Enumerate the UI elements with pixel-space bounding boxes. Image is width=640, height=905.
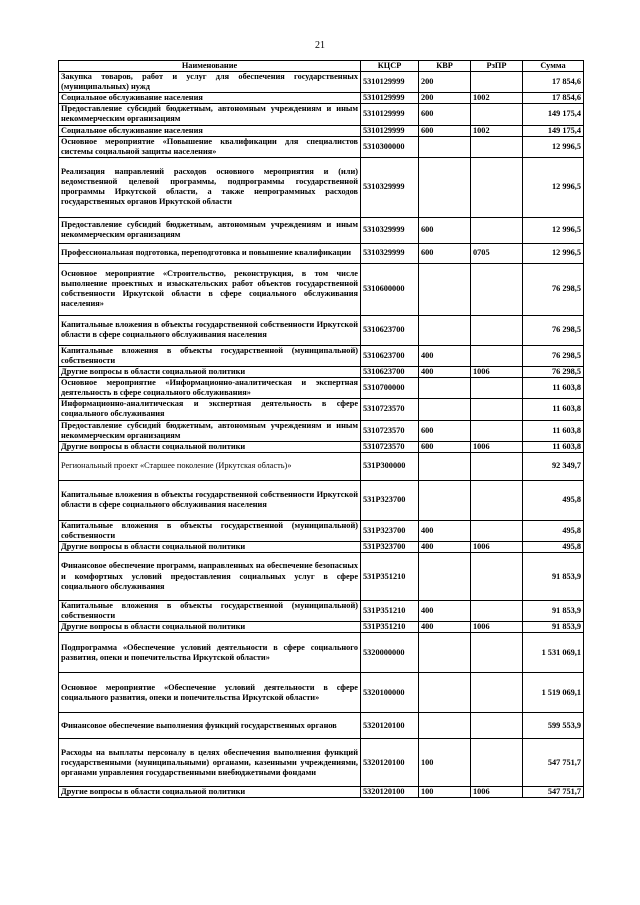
table-row bbox=[59, 633, 584, 673]
table-row bbox=[59, 673, 584, 713]
row-rzpr bbox=[471, 601, 523, 622]
table-row bbox=[59, 553, 584, 601]
row-rzpr: 1002 bbox=[471, 93, 523, 104]
row-rzpr bbox=[471, 157, 523, 217]
header-rzpr: РзПР bbox=[471, 61, 523, 72]
row-code: 5310623700 bbox=[361, 367, 419, 378]
row-kvr bbox=[419, 673, 471, 713]
row-code: 5310129999 bbox=[361, 104, 419, 125]
row-sum: 12 996,5 bbox=[523, 243, 584, 263]
row-code: 5310300000 bbox=[361, 136, 419, 157]
row-rzpr bbox=[471, 673, 523, 713]
row-rzpr bbox=[471, 345, 523, 366]
table-row bbox=[59, 263, 584, 315]
row-code: 5320100000 bbox=[361, 673, 419, 713]
row-sum: 11 603,8 bbox=[523, 399, 584, 420]
row-sum: 495,8 bbox=[523, 480, 584, 520]
row-name: Предоставление субсидий бюджетным, автономным учреждениям и иным некоммерческим организациям bbox=[59, 420, 361, 441]
row-code: 5310329999 bbox=[361, 217, 419, 243]
table-header-row bbox=[59, 61, 584, 72]
row-sum: 11 603,8 bbox=[523, 420, 584, 441]
row-kvr: 600 bbox=[419, 217, 471, 243]
row-sum: 12 996,5 bbox=[523, 136, 584, 157]
row-name: Закупка товаров, работ и услуг для обеспечения государственных (муниципальных) нужд bbox=[59, 72, 361, 93]
row-kvr bbox=[419, 553, 471, 601]
table-row bbox=[59, 104, 584, 125]
row-rzpr bbox=[471, 739, 523, 787]
table-row bbox=[59, 420, 584, 441]
row-kvr: 600 bbox=[419, 420, 471, 441]
row-name: Другие вопросы в области социальной политики bbox=[59, 441, 361, 452]
table-row bbox=[59, 541, 584, 552]
row-kvr: 200 bbox=[419, 93, 471, 104]
row-sum: 547 751,7 bbox=[523, 787, 584, 798]
row-kvr: 600 bbox=[419, 104, 471, 125]
row-kvr bbox=[419, 378, 471, 399]
table-row bbox=[59, 136, 584, 157]
row-rzpr bbox=[471, 72, 523, 93]
row-name: Профессиональная подготовка, переподготовка и повышение квалификации bbox=[59, 243, 361, 263]
row-rzpr: 1006 bbox=[471, 441, 523, 452]
row-kvr: 600 bbox=[419, 441, 471, 452]
table-row bbox=[59, 713, 584, 739]
row-rzpr bbox=[471, 452, 523, 480]
row-kvr bbox=[419, 633, 471, 673]
row-code: 531P323700 bbox=[361, 480, 419, 520]
table-row bbox=[59, 399, 584, 420]
row-code: 531P351210 bbox=[361, 601, 419, 622]
row-code: 531P323700 bbox=[361, 520, 419, 541]
row-rzpr bbox=[471, 553, 523, 601]
row-code: 5310723570 bbox=[361, 441, 419, 452]
row-kvr bbox=[419, 157, 471, 217]
table-row bbox=[59, 243, 584, 263]
row-kvr: 400 bbox=[419, 541, 471, 552]
row-name: Основное мероприятие «Информационно-аналитическая и экспертная деятельность в сфере социального обслуживания» bbox=[59, 378, 361, 399]
table-row bbox=[59, 157, 584, 217]
row-code: 5310329999 bbox=[361, 157, 419, 217]
row-name: Социальное обслуживание населения bbox=[59, 93, 361, 104]
row-name: Региональный проект «Старшее поколение (Иркутская область)» bbox=[59, 452, 361, 480]
row-name: Капитальные вложения в объекты государственной (муниципальной) собственности bbox=[59, 601, 361, 622]
row-sum: 547 751,7 bbox=[523, 739, 584, 787]
row-code: 5310623700 bbox=[361, 345, 419, 366]
table-row bbox=[59, 787, 584, 798]
row-name: Финансовое обеспечение выполнения функций государственных органов bbox=[59, 713, 361, 739]
row-code: 5320000000 bbox=[361, 633, 419, 673]
table-row bbox=[59, 480, 584, 520]
row-sum: 11 603,8 bbox=[523, 441, 584, 452]
row-name: Основное мероприятие «Строительство, реконструкция, в том числе выполнение проектных и изыскательских работ объектов государственной собственности Иркутской области в сфере социального обслуживания населения» bbox=[59, 263, 361, 315]
row-rzpr: 1006 bbox=[471, 787, 523, 798]
row-code: 5320120100 bbox=[361, 713, 419, 739]
row-name: Социальное обслуживание населения bbox=[59, 125, 361, 136]
row-kvr: 100 bbox=[419, 787, 471, 798]
row-sum: 11 603,8 bbox=[523, 378, 584, 399]
row-sum: 76 298,5 bbox=[523, 345, 584, 366]
row-name: Основное мероприятие «Обеспечение условий деятельности в сфере социального развития, опеки и попечительства Иркутской области» bbox=[59, 673, 361, 713]
row-sum: 12 996,5 bbox=[523, 157, 584, 217]
row-name: Предоставление субсидий бюджетным, автономным учреждениям и иным некоммерческим организациям bbox=[59, 217, 361, 243]
row-sum: 91 853,9 bbox=[523, 622, 584, 633]
header-code: КЦСР bbox=[361, 61, 419, 72]
row-sum: 599 553,9 bbox=[523, 713, 584, 739]
table-row bbox=[59, 739, 584, 787]
row-name: Другие вопросы в области социальной политики bbox=[59, 541, 361, 552]
row-kvr: 400 bbox=[419, 520, 471, 541]
row-name: Другие вопросы в области социальной политики bbox=[59, 622, 361, 633]
table-row bbox=[59, 315, 584, 345]
row-name: Финансовое обеспечение программ, направленных на обеспечение безопасных и комфортных условий предоставления социальных услуг в сфере социального обслуживания bbox=[59, 553, 361, 601]
row-kvr: 400 bbox=[419, 622, 471, 633]
row-code: 5310700000 bbox=[361, 378, 419, 399]
page-number: 21 bbox=[315, 40, 325, 51]
row-kvr: 400 bbox=[419, 601, 471, 622]
row-code: 5310129999 bbox=[361, 125, 419, 136]
table-row bbox=[59, 93, 584, 104]
table-row bbox=[59, 125, 584, 136]
row-name: Капитальные вложения в объекты государственной собственности Иркутской области в сфере социального обслуживания населения bbox=[59, 315, 361, 345]
row-kvr bbox=[419, 452, 471, 480]
table-body bbox=[59, 72, 584, 798]
table-row bbox=[59, 452, 584, 480]
row-kvr bbox=[419, 263, 471, 315]
row-name: Другие вопросы в области социальной политики bbox=[59, 367, 361, 378]
row-rzpr: 1006 bbox=[471, 622, 523, 633]
table-row bbox=[59, 345, 584, 366]
row-sum: 149 175,4 bbox=[523, 125, 584, 136]
row-rzpr bbox=[471, 315, 523, 345]
row-rzpr: 0705 bbox=[471, 243, 523, 263]
budget-table bbox=[58, 60, 584, 798]
table-row bbox=[59, 367, 584, 378]
row-kvr bbox=[419, 713, 471, 739]
row-name: Расходы на выплаты персоналу в целях обеспечения выполнения функций государственными (муниципальными) органами, казенными учреждениями, органами управления государственными внебюджетными фондами bbox=[59, 739, 361, 787]
row-code: 5320120100 bbox=[361, 739, 419, 787]
row-name: Капитальные вложения в объекты государственной (муниципальной) собственности bbox=[59, 345, 361, 366]
row-code: 531P351210 bbox=[361, 553, 419, 601]
row-code: 531P300000 bbox=[361, 452, 419, 480]
row-kvr bbox=[419, 480, 471, 520]
table-row bbox=[59, 72, 584, 93]
row-kvr: 100 bbox=[419, 739, 471, 787]
row-sum: 1 519 069,1 bbox=[523, 673, 584, 713]
table-row bbox=[59, 217, 584, 243]
row-kvr: 600 bbox=[419, 125, 471, 136]
row-sum: 76 298,5 bbox=[523, 315, 584, 345]
row-name: Основное мероприятие «Повышение квалификации для специалистов системы социальной защиты населения» bbox=[59, 136, 361, 157]
table-row bbox=[59, 601, 584, 622]
row-kvr bbox=[419, 315, 471, 345]
row-name: Капитальные вложения в объекты государственной (муниципальной) собственности bbox=[59, 520, 361, 541]
row-rzpr bbox=[471, 420, 523, 441]
row-name: Другие вопросы в области социальной политики bbox=[59, 787, 361, 798]
row-code: 5310723570 bbox=[361, 399, 419, 420]
row-code: 5310623700 bbox=[361, 315, 419, 345]
row-sum: 149 175,4 bbox=[523, 104, 584, 125]
row-sum: 17 854,6 bbox=[523, 93, 584, 104]
header-sum: Сумма bbox=[523, 61, 584, 72]
row-sum: 76 298,5 bbox=[523, 263, 584, 315]
table-row bbox=[59, 520, 584, 541]
row-rzpr: 1002 bbox=[471, 125, 523, 136]
row-sum: 91 853,9 bbox=[523, 601, 584, 622]
row-code: 5310600000 bbox=[361, 263, 419, 315]
row-kvr: 400 bbox=[419, 345, 471, 366]
row-kvr bbox=[419, 136, 471, 157]
row-rzpr bbox=[471, 217, 523, 243]
row-sum: 76 298,5 bbox=[523, 367, 584, 378]
row-rzpr bbox=[471, 399, 523, 420]
row-sum: 92 349,7 bbox=[523, 452, 584, 480]
row-name: Предоставление субсидий бюджетным, автономным учреждениям и иным некоммерческим организациям bbox=[59, 104, 361, 125]
row-sum: 91 853,9 bbox=[523, 553, 584, 601]
row-kvr bbox=[419, 399, 471, 420]
row-rzpr bbox=[471, 104, 523, 125]
table-row bbox=[59, 441, 584, 452]
row-code: 5310129999 bbox=[361, 72, 419, 93]
row-rzpr bbox=[471, 633, 523, 673]
row-sum: 1 531 069,1 bbox=[523, 633, 584, 673]
table-row bbox=[59, 622, 584, 633]
row-rzpr bbox=[471, 136, 523, 157]
row-name: Информационно-аналитическая и экспертная деятельность в сфере социального обслуживания bbox=[59, 399, 361, 420]
row-kvr: 200 bbox=[419, 72, 471, 93]
row-rzpr: 1006 bbox=[471, 541, 523, 552]
row-code: 5310329999 bbox=[361, 243, 419, 263]
row-rzpr: 1006 bbox=[471, 367, 523, 378]
row-sum: 495,8 bbox=[523, 520, 584, 541]
row-rzpr bbox=[471, 378, 523, 399]
row-code: 531P323700 bbox=[361, 541, 419, 552]
row-code: 531P351210 bbox=[361, 622, 419, 633]
row-kvr: 400 bbox=[419, 367, 471, 378]
row-rzpr bbox=[471, 713, 523, 739]
row-rzpr bbox=[471, 520, 523, 541]
row-rzpr bbox=[471, 263, 523, 315]
row-sum: 495,8 bbox=[523, 541, 584, 552]
table-row bbox=[59, 378, 584, 399]
row-name: Реализация направлений расходов основного мероприятия и (или) ведомственной целевой программы, подпрограммы государственной программы Иркутской области, а также непрограммных расходов государственных органов Иркутской области bbox=[59, 157, 361, 217]
row-code: 5320120100 bbox=[361, 787, 419, 798]
row-kvr: 600 bbox=[419, 243, 471, 263]
row-name: Подпрограмма «Обеспечение условий деятельности в сфере социального развития, опеки и попечительства Иркутской области» bbox=[59, 633, 361, 673]
row-sum: 12 996,5 bbox=[523, 217, 584, 243]
row-name: Капитальные вложения в объекты государственной собственности Иркутской области в сфере социального обслуживания населения bbox=[59, 480, 361, 520]
row-sum: 17 854,6 bbox=[523, 72, 584, 93]
header-name: Наименование bbox=[59, 61, 361, 72]
row-rzpr bbox=[471, 480, 523, 520]
header-kvr: КВР bbox=[419, 61, 471, 72]
row-code: 5310723570 bbox=[361, 420, 419, 441]
row-code: 5310129999 bbox=[361, 93, 419, 104]
